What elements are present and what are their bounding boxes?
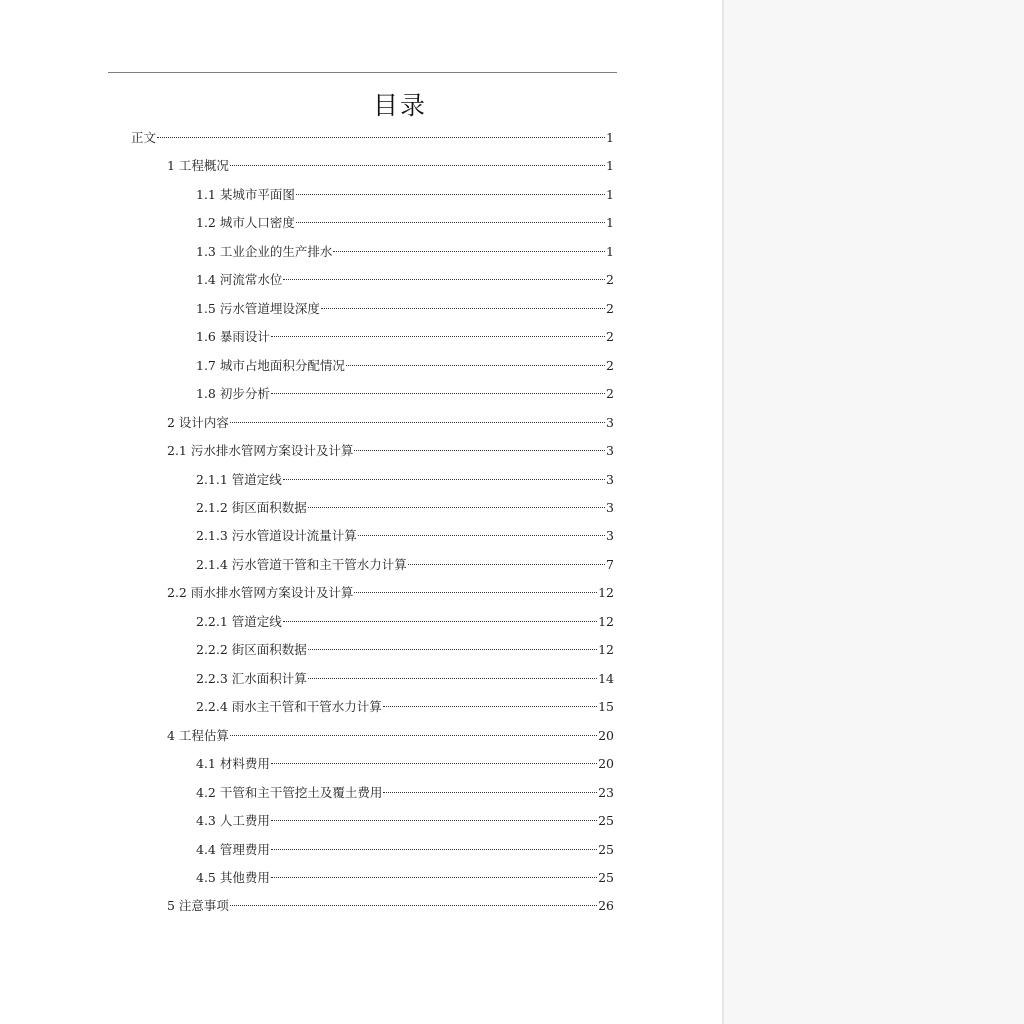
header-rule <box>108 72 617 73</box>
toc-page-number: 3 <box>606 471 614 487</box>
toc-entry[interactable] <box>167 411 614 435</box>
toc-entry[interactable] <box>167 724 614 748</box>
toc-entry-label: 2.1.3 污水管道设计流量计算 <box>196 528 357 544</box>
toc-page-number: 1 <box>606 158 614 174</box>
toc-dot-leader <box>271 763 597 764</box>
toc-page-number: 1 <box>606 186 614 202</box>
toc-dot-leader <box>230 735 597 736</box>
toc-entry[interactable] <box>196 809 614 833</box>
toc-dot-leader <box>321 308 605 309</box>
toc-entry[interactable] <box>196 211 614 235</box>
toc-entry-label: 5 注意事项 <box>167 898 229 914</box>
toc-dot-leader <box>157 137 605 138</box>
toc-page-number: 20 <box>598 756 614 772</box>
toc-dot-leader <box>308 678 597 679</box>
toc-entry[interactable] <box>196 524 614 548</box>
toc-entry-label: 2.2.1 管道定线 <box>196 613 282 629</box>
toc-entry[interactable] <box>196 183 614 207</box>
toc-page-number: 1 <box>606 215 614 231</box>
toc-entry[interactable] <box>196 695 614 719</box>
toc-page-number: 20 <box>598 727 614 743</box>
toc-dot-leader <box>354 592 597 593</box>
toc-dot-leader <box>283 621 597 622</box>
toc-page-number: 14 <box>598 670 614 686</box>
toc-page-number: 2 <box>606 329 614 345</box>
toc-entry[interactable] <box>196 553 614 577</box>
toc-entry[interactable] <box>196 752 614 776</box>
toc-entry-label: 2.1.4 污水管道干管和主干管水力计算 <box>196 556 407 572</box>
toc-entry[interactable] <box>196 838 614 862</box>
toc-entry-label: 1.3 工业企业的生产排水 <box>196 243 333 259</box>
toc-entry[interactable] <box>196 240 614 264</box>
toc-dot-leader <box>271 877 597 878</box>
toc-entry-label: 4.2 干管和主干管挖土及覆土费用 <box>196 784 383 800</box>
toc-entry[interactable] <box>196 325 614 349</box>
toc-entry[interactable] <box>196 866 614 890</box>
toc-page-number: 7 <box>606 556 614 572</box>
toc-entry-label: 2.2.2 街区面积数据 <box>196 642 307 658</box>
toc-page-number: 23 <box>598 784 614 800</box>
toc-dot-leader <box>230 165 605 166</box>
toc-dot-leader <box>271 849 597 850</box>
toc-entry-label: 2.1 污水排水管网方案设计及计算 <box>167 443 354 459</box>
toc-dot-leader <box>358 535 605 536</box>
toc-entry-label: 1.1 某城市平面图 <box>196 186 295 202</box>
toc-entry-label: 2 设计内容 <box>167 414 229 430</box>
toc-dot-leader <box>283 479 605 480</box>
toc-dot-leader <box>230 905 597 906</box>
toc-page-number: 1 <box>606 130 614 145</box>
toc-page-number: 2 <box>606 300 614 316</box>
toc-dot-leader <box>333 251 605 252</box>
toc-page-number: 12 <box>598 613 614 629</box>
toc-entry[interactable] <box>196 496 614 520</box>
toc-dot-leader <box>296 222 605 223</box>
toc-entry[interactable] <box>196 781 614 805</box>
toc-entry-label: 2.1.1 管道定线 <box>196 471 282 487</box>
toc-entry-label: 2.2.3 汇水面积计算 <box>196 670 307 686</box>
toc-entry[interactable] <box>196 268 614 292</box>
toc-dot-leader <box>354 450 605 451</box>
toc-entry[interactable] <box>167 439 614 463</box>
toc-entry[interactable] <box>196 354 614 378</box>
toc-page-number: 15 <box>598 699 614 715</box>
toc-dot-leader <box>296 194 605 195</box>
toc-entry[interactable] <box>196 297 614 321</box>
toc-entry-label: 4.4 管理费用 <box>196 841 270 857</box>
toc-entry[interactable] <box>167 154 614 178</box>
toc-entry-label: 4 工程估算 <box>167 727 229 743</box>
toc-page-number: 25 <box>598 841 614 857</box>
viewer-background <box>724 0 1024 1024</box>
toc-entry-label: 1.2 城市人口密度 <box>196 215 295 231</box>
toc-page-number: 12 <box>598 585 614 601</box>
toc-entry-label: 正文 <box>131 130 157 145</box>
toc-entry[interactable] <box>196 468 614 492</box>
toc-title: 目录 <box>372 91 427 120</box>
toc-page-number: 12 <box>598 642 614 658</box>
toc-entry[interactable] <box>131 126 614 150</box>
toc-entry-label: 1 工程概况 <box>167 158 229 174</box>
toc-page-number: 2 <box>606 357 614 373</box>
toc-entry[interactable] <box>196 638 614 662</box>
toc-dot-leader <box>408 564 605 565</box>
toc-entry[interactable] <box>196 382 614 406</box>
toc-page-number: 3 <box>606 443 614 459</box>
toc-page-number: 2 <box>606 386 614 402</box>
toc-entry[interactable] <box>196 667 614 691</box>
toc-entry-label: 4.1 材料费用 <box>196 756 270 772</box>
toc-dot-leader <box>346 365 605 366</box>
toc-entry-label: 1.6 暴雨设计 <box>196 329 270 345</box>
toc-dot-leader <box>230 422 605 423</box>
toc-page-number: 25 <box>598 813 614 829</box>
toc-entry-label: 1.8 初步分析 <box>196 386 270 402</box>
toc-page-number: 2 <box>606 272 614 288</box>
toc-entry-label: 1.7 城市占地面积分配情况 <box>196 357 345 373</box>
toc-page-number: 3 <box>606 528 614 544</box>
toc-dot-leader <box>271 393 605 394</box>
toc-dot-leader <box>271 820 597 821</box>
toc-entry-label: 4.5 其他费用 <box>196 869 270 885</box>
toc-entry[interactable] <box>167 894 614 918</box>
toc-dot-leader <box>308 649 597 650</box>
toc-entry[interactable] <box>196 610 614 634</box>
toc-dot-leader <box>308 507 605 508</box>
toc-entry[interactable] <box>167 581 614 605</box>
toc-entry-label: 2.1.2 街区面积数据 <box>196 499 307 515</box>
toc-dot-leader <box>271 336 605 337</box>
toc-page-number: 26 <box>598 898 614 914</box>
toc-dot-leader <box>383 706 597 707</box>
toc-page-number: 25 <box>598 869 614 885</box>
toc-page-number: 1 <box>606 243 614 259</box>
toc-page-number: 3 <box>606 414 614 430</box>
toc-entry-label: 2.2 雨水排水管网方案设计及计算 <box>167 585 354 601</box>
toc-entry-label: 2.2.4 雨水主干管和干管水力计算 <box>196 699 382 715</box>
toc-entry-label: 1.4 河流常水位 <box>196 272 283 288</box>
toc-entry-label: 1.5 污水管道埋设深度 <box>196 300 320 316</box>
toc-entry-label: 4.3 人工费用 <box>196 813 270 829</box>
toc-dot-leader <box>383 792 597 793</box>
toc-dot-leader <box>283 279 605 280</box>
toc-page-number: 3 <box>606 499 614 515</box>
